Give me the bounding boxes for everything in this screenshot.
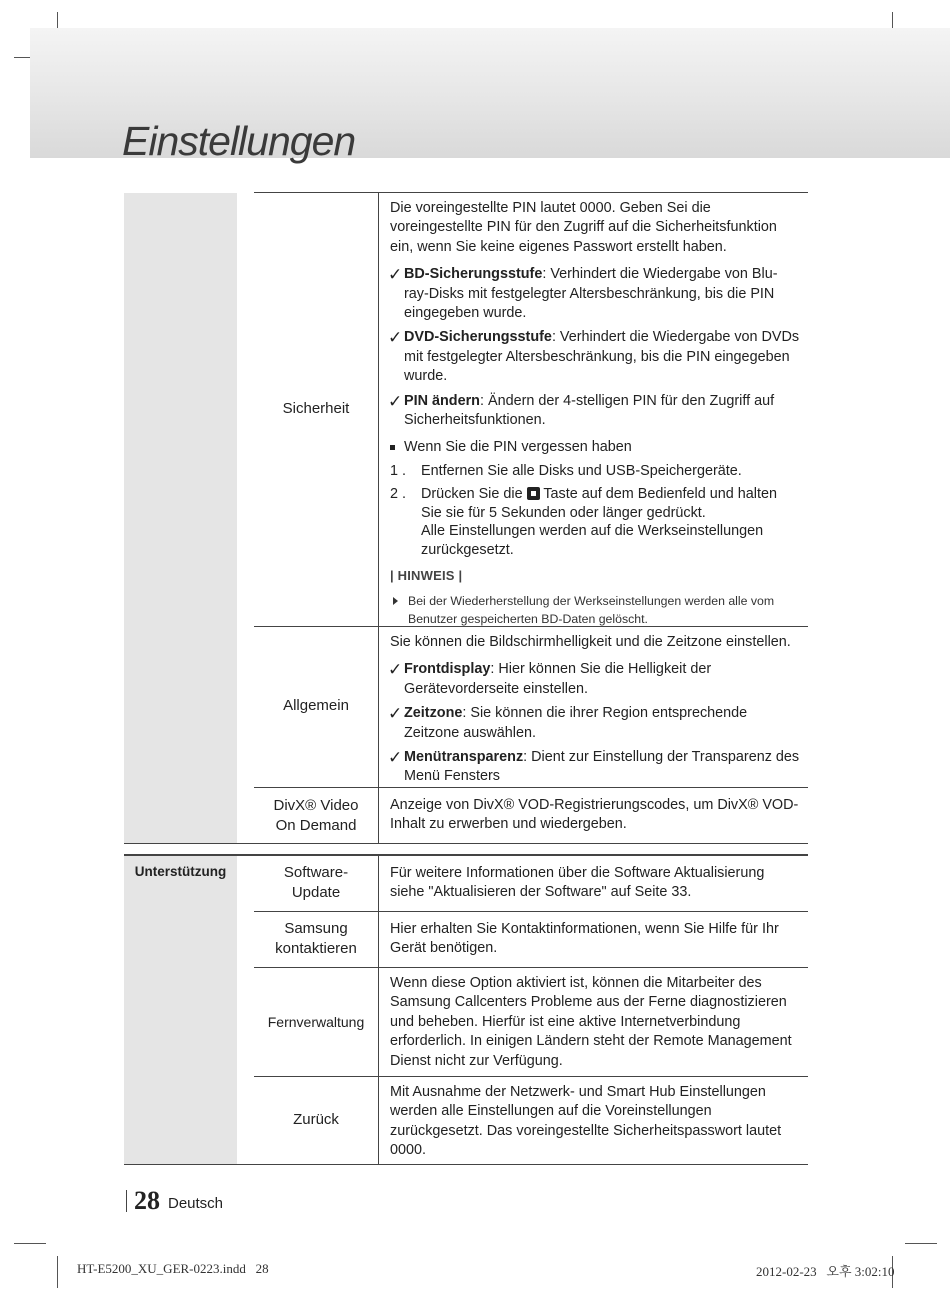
row-text: Hier erhalten Sie Kontaktinformationen, wenn Sie Hilfe für Ihr Gerät benötigen. (390, 921, 779, 957)
row-content-allgemein (390, 633, 800, 787)
row-content-fernverwaltung (390, 974, 800, 1071)
row-label-allgemein: Allgemein (283, 697, 349, 714)
print-file-info: HT-E5200_XU_GER-0223.indd 28 (77, 1261, 269, 1276)
table-rule (254, 787, 808, 788)
stop-button-icon (527, 487, 540, 500)
table-rule (124, 843, 808, 844)
term: DVD-Sicherungsstufe (404, 329, 552, 346)
step-text: Taste auf dem Bedienfeld und halten Sie sie für 5 Sekunden oder länger gedrückt. (421, 486, 777, 521)
label-line: Samsung (284, 920, 348, 937)
square-bullet-icon (390, 445, 395, 450)
column-divider (378, 192, 379, 843)
checklist-item (390, 704, 800, 743)
row-content-software-update (390, 864, 800, 903)
note-text: Bei der Wiederherstellung der Werkseinstellungen werden alle vom Benutzer gespeicherten BD-Daten gelöscht. (408, 593, 775, 626)
category-column (124, 856, 237, 1164)
note-item (390, 592, 800, 628)
row-label-divx (254, 796, 378, 836)
category-column (124, 193, 237, 843)
step-result: Alle Einstellungen werden auf die Werkseinstellungen zurückgesetzt. (421, 523, 764, 558)
label-line: DivX® Video (273, 797, 359, 814)
table-rule (254, 911, 808, 912)
crop-mark (14, 1243, 46, 1244)
term-description: : Verhindert die Wiedergabe von DVDs mit festgelegter Altersbeschränkung, bis die PIN eingegeben wurde. (404, 329, 800, 385)
check-icon: ✓ (388, 265, 403, 285)
intro-text: Sie können die Bildschirmhelligkeit und die Zeitzone einstellen. (390, 634, 791, 650)
checklist-item (390, 265, 800, 323)
term-description: : Hier können Sie die Helligkeit der Gerätevorderseite einstellen. (404, 661, 712, 697)
table-rule (124, 1164, 808, 1165)
row-content-divx (390, 796, 800, 835)
term-description: : Sie können die ihrer Region entsprechende Zeitzone auswählen. (404, 705, 748, 741)
category-label-support: Unterstützung (134, 864, 227, 879)
crop-mark (905, 1243, 937, 1244)
page-number: 28 (134, 1186, 160, 1215)
term: Zeitzone (404, 705, 463, 722)
checklist-item (390, 392, 800, 431)
row-text: Mit Ausnahme der Netzwerk- und Smart Hub Einstellungen werden alle Einstellungen auf die Voreinstellungen zurückgesetzt. Das voreingestellte Sicherheitspasswort lautet 0000. (390, 1084, 782, 1159)
intro-text: Die voreingestellte PIN lautet 0000. Geben Sei die voreingestellte PIN für den Zugriff auf die Sicherheitsfunktion ein, wenn Sie keine eigenes Passwort erstellt haben. (390, 200, 777, 255)
check-icon: ✓ (388, 660, 403, 680)
numbered-step (390, 485, 800, 559)
label-line: On Demand (275, 817, 357, 834)
label-line: Software- (283, 864, 349, 881)
label-line: Update (291, 884, 341, 901)
row-label-software-update (254, 863, 378, 903)
page-language: Deutsch (168, 1195, 224, 1212)
row-label-sicherheit: Sicherheit (282, 400, 350, 417)
term-description: : Dient zur Einstellung der Transparenz des Menü Fensters (404, 749, 800, 785)
table-rule (254, 1076, 808, 1077)
row-label-fernverwaltung: Fernverwaltung (267, 1014, 365, 1030)
term: BD-Sicherungsstufe (404, 266, 543, 283)
term: PIN ändern (404, 392, 480, 409)
table-rule-thick (124, 854, 808, 856)
check-icon: ✓ (388, 748, 403, 768)
crop-mark (57, 1256, 58, 1288)
note-heading: | HINWEIS | (390, 568, 463, 584)
step-number: 1 . (390, 462, 406, 479)
page-title: Einstellungen (122, 118, 356, 164)
table-rule (254, 967, 808, 968)
step-text: Drücken Sie die (421, 486, 523, 503)
step-number: 2 . (390, 486, 406, 503)
row-text: Für weitere Informationen über die Software Aktualisierung siehe "Aktualisieren der Software" auf Seite 33. (390, 865, 765, 901)
check-icon: ✓ (388, 328, 403, 348)
row-text: Wenn diese Option aktiviert ist, können die Mitarbeiter des Samsung Callcenters Probleme aus der Ferne diagnostizieren und beheben. Hierfür ist eine aktive Internetverbindung erforderlich. In einigen Ländern steht der Remote Management Dienst nicht zur Verfügung. (390, 975, 792, 1069)
numbered-step (390, 462, 800, 481)
label-line: kontaktieren (275, 940, 357, 957)
bullet-heading (390, 438, 800, 457)
row-label-samsung (254, 919, 378, 959)
checklist-item (390, 328, 800, 386)
term-description: : Verhindert die Wiedergabe von Blu-ray-Disks mit festgelegter Altersbeschränkung, bis die PIN eingegeben wurde. (404, 266, 778, 322)
page-number-bar (126, 1190, 127, 1212)
step-text: Entfernen Sie alle Disks und USB-Speichergeräte. (421, 462, 742, 479)
checklist-item (390, 660, 800, 699)
term: Menütransparenz (404, 749, 524, 766)
check-icon: ✓ (388, 391, 403, 411)
row-text: Anzeige von DivX® VOD-Registrierungscodes, um DivX® VOD-Inhalt zu erwerben und wiedergeben. (390, 797, 799, 833)
check-icon: ✓ (388, 704, 403, 724)
print-date-info: 2012-02-23 오후 3:02:10 (756, 1264, 895, 1279)
table-rule (254, 192, 808, 193)
row-label-zurueck: Zurück (293, 1111, 339, 1128)
row-content-zurueck (390, 1083, 800, 1161)
checklist-item (390, 748, 800, 787)
term-description: : Ändern der 4-stelligen PIN für den Zugriff auf Sicherheitsfunktionen. (404, 392, 775, 429)
triangle-bullet-icon (393, 597, 398, 605)
row-content-sicherheit (390, 199, 800, 628)
bullet-heading-text: Wenn Sie die PIN vergessen haben (404, 439, 632, 456)
row-content-samsung (390, 920, 800, 959)
column-divider (378, 856, 379, 1164)
term: Frontdisplay (404, 661, 491, 678)
